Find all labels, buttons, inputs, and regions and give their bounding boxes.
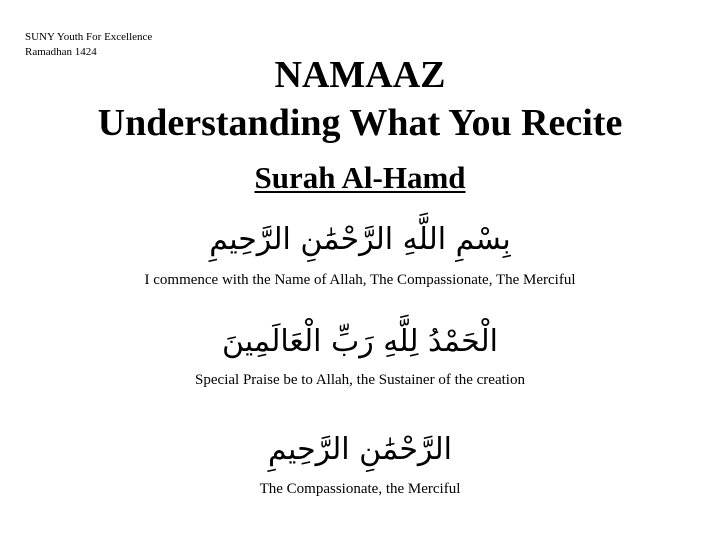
verse-1-arabic: بِسْمِ اللَّهِ الرَّحْمَٰنِ الرَّحِيمِ bbox=[209, 222, 511, 257]
verse-1-translation: I commence with the Name of Allah, The Compassionate, The Merciful bbox=[144, 272, 576, 288]
organization-name: SUNY Youth For Excellence bbox=[25, 31, 153, 43]
date-label: Ramadhan 1424 bbox=[25, 46, 97, 58]
verse-2-arabic: الْحَمْدُ لِلَّهِ رَبِّ الْعَالَمِينَ bbox=[222, 324, 498, 359]
page-title-text: NAMAAZ bbox=[274, 54, 446, 96]
surah-heading: Surah Al-Hamd bbox=[254, 160, 466, 195]
verse-3-translation: The Compassionate, the Merciful bbox=[259, 481, 461, 497]
verse-2-translation: Special Praise be to Allah, the Sustainer of the creation bbox=[195, 372, 525, 388]
page-subtitle: Understanding What You Recite bbox=[97, 102, 623, 144]
page-title bbox=[0, 53, 720, 97]
verse-3-arabic: الرَّحْمَٰنِ الرَّحِيمِ bbox=[268, 432, 452, 467]
